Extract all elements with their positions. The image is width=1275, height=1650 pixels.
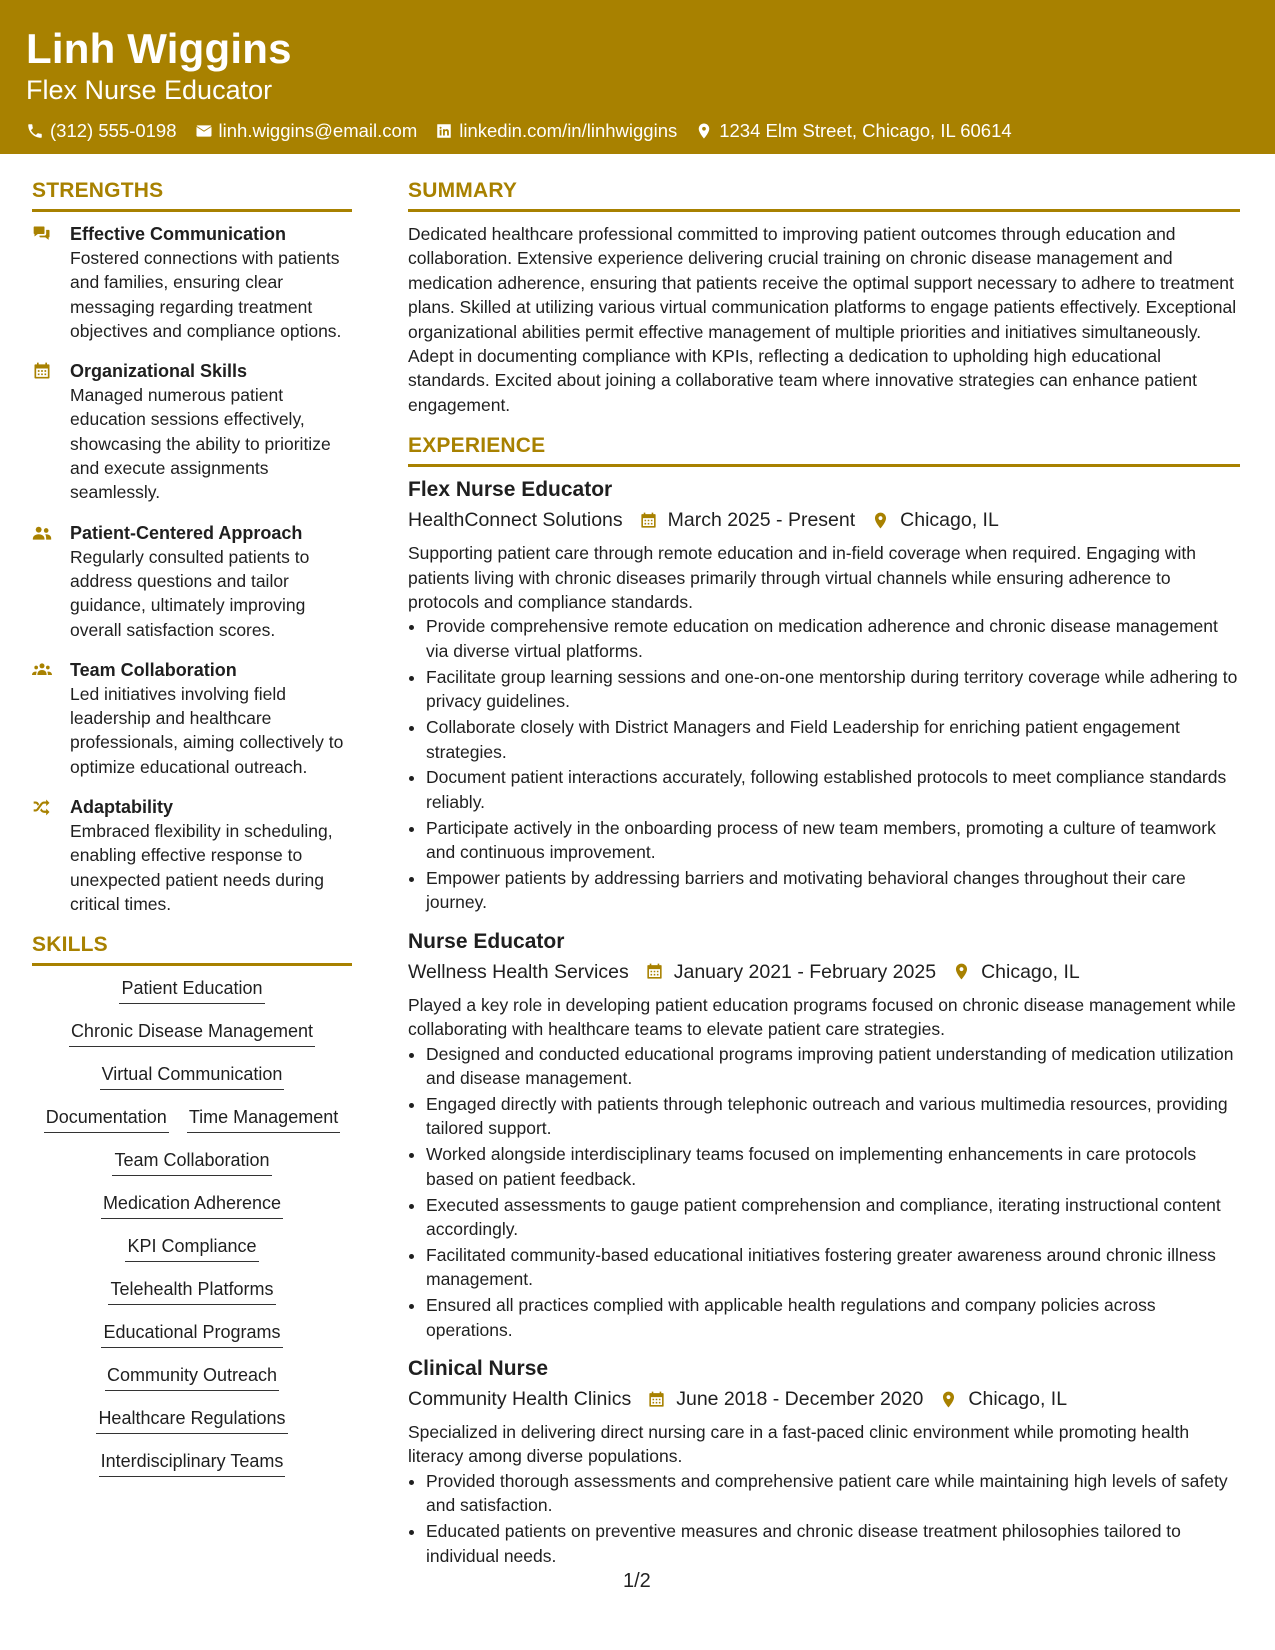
- strength-title: Team Collaboration: [70, 659, 237, 680]
- strength-icon-wrap: [32, 795, 70, 916]
- skill-row: [32, 1363, 352, 1391]
- skill-tag: KPI Compliance: [125, 1234, 258, 1262]
- job-company: Community Health Clinics: [408, 1388, 632, 1411]
- skill-tag: Interdisciplinary Teams: [99, 1449, 286, 1477]
- strength-item: [32, 359, 352, 504]
- resume-header: [0, 0, 1275, 154]
- skill-tag: Patient Education: [119, 976, 264, 1004]
- job-entry: [408, 477, 1240, 915]
- page-number: 1/2: [623, 1570, 651, 1592]
- job-location: Chicago, IL: [981, 960, 1080, 983]
- skills-heading: SKILLS: [32, 932, 352, 966]
- strength-body: [70, 222, 352, 343]
- strength-title: Organizational Skills: [70, 361, 248, 382]
- strength-item: [32, 222, 352, 343]
- map-marker-icon: [952, 962, 971, 981]
- user-friends-icon: [32, 523, 52, 543]
- contact-phone[interactable]: [26, 120, 177, 142]
- strength-title: Adaptability: [70, 797, 174, 818]
- strength-body: [70, 521, 352, 642]
- linkedin-icon: [435, 122, 453, 140]
- job-bullet: • Facilitated community-based educational initiatives fostering greater awareness around chronic illness management.: [426, 1243, 1240, 1292]
- skill-row: [32, 976, 352, 1004]
- job-bullet: • Provided thorough assessments and comprehensive patient care while maintaining high levels of safety and satisfaction.: [426, 1469, 1240, 1518]
- job-title: Flex Nurse Educator: [408, 478, 613, 502]
- skill-tag: Time Management: [187, 1105, 340, 1133]
- skill-row: [32, 1105, 352, 1133]
- job-bullet: • Designed and conducted educational programs improving patient understanding of medication utilization and disease management.: [426, 1042, 1240, 1091]
- skill-tag: Community Outreach: [105, 1363, 279, 1391]
- skill-row: [32, 1191, 352, 1219]
- strength-icon-wrap: [32, 521, 70, 642]
- job-dates: June 2018 - December 2020: [676, 1388, 924, 1411]
- calendar-small-icon: [647, 1390, 666, 1409]
- job-meta: [408, 507, 1240, 533]
- job-description: Specialized in delivering direct nursing care in a fast-paced clinic environment while promoting health literacy among diverse populations.: [408, 1422, 1190, 1467]
- job-bullet: • Provide comprehensive remote education on medication adherence and chronic disease management via diverse virtual platforms.: [426, 614, 1240, 663]
- job-description: Supporting patient care through remote education and in-field coverage when required. Engaging with patients living with chronic diseases primarily through virtual channels while ensuring adherence to protocols and compliance standards.: [408, 543, 1197, 613]
- job-location: Chicago, IL: [900, 509, 999, 532]
- job-location: Chicago, IL: [968, 1388, 1068, 1411]
- strength-item: [32, 521, 352, 642]
- skill-row: [32, 1449, 352, 1477]
- summary-heading: SUMMARY: [408, 178, 1240, 212]
- strength-icon-wrap: [32, 359, 70, 504]
- skill-row: [32, 1320, 352, 1348]
- strength-description: Managed numerous patient education sessions effectively, showcasing the ability to prioritize and execute assignments seamlessly.: [70, 385, 331, 503]
- skill-tag: Virtual Communication: [100, 1062, 285, 1090]
- strengths-list: [32, 222, 352, 916]
- skills-list: [32, 976, 352, 1477]
- skill-row: [32, 1234, 352, 1262]
- strengths-heading: STRENGTHS: [32, 178, 352, 212]
- skill-row: [32, 1148, 352, 1176]
- strength-description: Regularly consulted patients to address questions and tailor guidance, ultimately improving overall satisfaction scores.: [70, 546, 310, 640]
- job-meta: [408, 1386, 1240, 1412]
- phone-text: (312) 555-0198: [50, 120, 177, 141]
- skill-tag: Documentation: [44, 1105, 169, 1133]
- experience-list: [408, 477, 1240, 1568]
- job-bullet: • Executed assessments to gauge patient comprehension and compliance, iterating instructional content accordingly.: [426, 1193, 1240, 1242]
- address-text: 1234 Elm Street, Chicago, IL 60614: [719, 120, 1012, 141]
- job-title: Nurse Educator: [408, 929, 565, 953]
- strength-description: Led initiatives involving field leadership and healthcare professionals, aiming collectively to optimize educational outreach.: [70, 683, 344, 777]
- job-bullets: [408, 614, 1240, 914]
- candidate-name: Linh Wiggins: [26, 25, 292, 72]
- skill-row: [32, 1406, 352, 1434]
- contact-email[interactable]: [195, 120, 418, 142]
- skill-tag: Chronic Disease Management: [69, 1019, 315, 1047]
- left-column: [32, 178, 352, 1492]
- contact-bar: [26, 120, 1275, 142]
- skill-tag: Medication Adherence: [101, 1191, 283, 1219]
- strength-description: Embraced flexibility in scheduling, enabling effective response to unexpected patient needs during critical times.: [70, 821, 333, 914]
- strength-item: [32, 658, 352, 779]
- job-bullet: • Worked alongside interdisciplinary teams focused on implementing enhancements in care protocols based on patient feedback.: [426, 1142, 1240, 1191]
- map-marker-icon: [939, 1390, 958, 1409]
- job-title: Clinical Nurse: [408, 1357, 549, 1381]
- right-column: [408, 178, 1240, 1582]
- map-marker-icon: [871, 511, 890, 530]
- contact-linkedin[interactable]: [435, 120, 677, 142]
- strength-title: Effective Communication: [70, 224, 287, 244]
- job-bullet: • Empower patients by addressing barriers and motivating behavioral changes throughout their care journey.: [426, 866, 1240, 915]
- skill-tag: Telehealth Platforms: [108, 1277, 275, 1305]
- strength-body: [70, 795, 352, 916]
- job-meta: [408, 959, 1240, 985]
- users-icon: [32, 660, 52, 680]
- skill-tag: Educational Programs: [101, 1320, 282, 1348]
- job-bullet: • Engaged directly with patients through telephonic outreach and various multimedia resources, providing tailored support.: [426, 1092, 1240, 1141]
- comments-icon: [32, 224, 52, 244]
- calendar-small-icon: [639, 511, 658, 530]
- job-bullet: • Collaborate closely with District Managers and Field Leadership for enriching patient engagement strategies.: [426, 715, 1240, 764]
- skill-tag: Healthcare Regulations: [96, 1406, 287, 1434]
- shuffle-icon: [32, 797, 52, 817]
- linkedin-text: linkedin.com/in/linhwiggins: [459, 120, 678, 141]
- job-dates: March 2025 - Present: [667, 509, 856, 532]
- experience-heading: EXPERIENCE: [408, 433, 1240, 467]
- strength-icon-wrap: [32, 222, 70, 343]
- job-bullet: • Facilitate group learning sessions and one-on-one mentorship during territory coverage while adhering to privacy guidelines.: [426, 665, 1240, 714]
- strength-description: Fostered connections with patients and families, ensuring clear messaging regarding treatment objectives and compliance options.: [70, 248, 342, 341]
- job-entry: [408, 929, 1240, 1342]
- candidate-headline: Flex Nurse Educator: [26, 75, 273, 105]
- job-bullet: • Ensured all practices complied with applicable health regulations and company policies across operations.: [426, 1293, 1240, 1342]
- map-marker-icon: [695, 122, 713, 140]
- job-bullet: • Document patient interactions accurately, following established protocols to meet compliance standards reliably.: [426, 765, 1240, 814]
- strength-icon-wrap: [32, 658, 70, 779]
- strength-body: [70, 359, 352, 504]
- job-entry: [408, 1356, 1240, 1568]
- skill-tag: Team Collaboration: [112, 1148, 271, 1176]
- strength-body: [70, 658, 352, 779]
- phone-icon: [26, 122, 44, 140]
- job-dates: January 2021 - February 2025: [673, 960, 937, 983]
- job-bullet: • Participate actively in the onboarding process of new team members, promoting a culture of teamwork and continuous improvement.: [426, 816, 1240, 865]
- summary-text: Dedicated healthcare professional committed to improving patient outcomes through education and collaboration. Extensive experience delivering crucial training on chronic disease management and medication adherence, ensuring that patients receive the optimal support necessary to adhere to treatment plans. Skilled at utilizing various virtual communication platforms to engage patients effectively. Exceptional organizational abilities permit effective management of multiple priorities and initiatives simultaneously. Adept in documenting compliance with KPIs, reflecting a dedication to upholding high educational standards. Excited about joining a collaborative team where innovative strategies can enhance patient engagement.: [408, 224, 1237, 415]
- job-bullet: • Educated patients on preventive measures and chronic disease treatment philosophies tailored to individual needs.: [426, 1519, 1240, 1568]
- job-company: Wellness Health Services: [408, 960, 629, 983]
- skill-row: [32, 1019, 352, 1047]
- contact-address: [695, 120, 1011, 142]
- strength-item: [32, 795, 352, 916]
- envelope-icon: [195, 122, 213, 140]
- strength-title: Patient-Centered Approach: [70, 522, 303, 543]
- job-bullets: [408, 1042, 1240, 1342]
- job-company: HealthConnect Solutions: [408, 509, 623, 532]
- email-text: linh.wiggins@email.com: [218, 120, 418, 141]
- skill-row: [32, 1277, 352, 1305]
- calendar-small-icon: [645, 962, 664, 981]
- calendar-icon: [32, 361, 52, 381]
- skill-row: [32, 1062, 352, 1090]
- job-bullets: [408, 1469, 1240, 1568]
- job-description: Played a key role in developing patient education programs focused on chronic disease management while collaborating with healthcare teams to elevate patient care strategies.: [408, 994, 1236, 1040]
